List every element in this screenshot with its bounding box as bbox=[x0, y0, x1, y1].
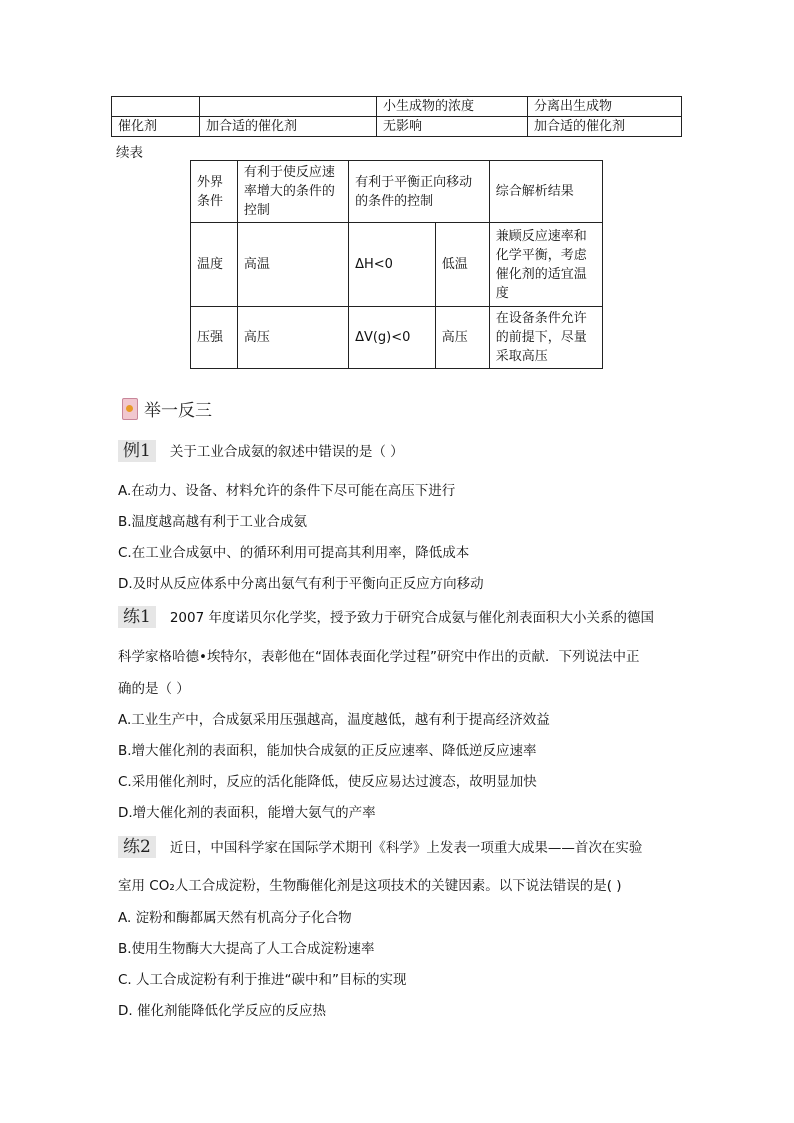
practice-tag: 练2 bbox=[118, 836, 156, 858]
table-cell bbox=[200, 97, 377, 117]
result-cell: 兼顾反应速率和化学平衡，考虑催化剂的适宜温度 bbox=[489, 223, 602, 307]
option-c: C. 人工合成淀粉有利于推进“碳中和”目标的实现 bbox=[118, 972, 407, 988]
eq-control-cell: 低温 bbox=[435, 223, 489, 307]
header-cell: 综合解析结果 bbox=[489, 161, 602, 223]
option-d: D.及时从反应体系中分离出氨气有利于平衡向正反应方向移动 bbox=[118, 576, 484, 592]
table-cell: 小生成物的浓度 bbox=[377, 97, 528, 117]
table-cell: 加合适的催化剂 bbox=[200, 117, 377, 137]
option-b: B.增大催化剂的表面积，能加快合成氨的正反应速率、降低逆反应速率 bbox=[118, 743, 537, 759]
practice1-question-line1 bbox=[118, 606, 654, 628]
example-tag: 例1 bbox=[118, 440, 156, 462]
section-heading bbox=[122, 396, 212, 421]
table-header-row bbox=[191, 161, 603, 223]
book-icon bbox=[122, 398, 138, 420]
table-row bbox=[112, 97, 682, 117]
table-cell: 分离出生成物 bbox=[528, 97, 682, 117]
eq-condition-cell: ΔH<0 bbox=[349, 223, 436, 307]
continued-label: 续表 bbox=[116, 145, 143, 161]
practice2-question-line1 bbox=[118, 836, 642, 858]
option-a: A.工业生产中，合成氨采用压强越高，温度越低，越有利于提高经济效益 bbox=[118, 712, 550, 728]
option-a: A. 淀粉和酶都属天然有机高分子化合物 bbox=[118, 910, 352, 926]
header-cell: 有利于使反应速率增大的条件的控制 bbox=[237, 161, 348, 223]
question-text: 近日，中国科学家在国际学术期刊《科学》上发表一项重大成果——首次在实验 bbox=[169, 840, 643, 856]
section-title: 举一反三 bbox=[144, 401, 212, 421]
rate-cell: 高温 bbox=[237, 223, 348, 307]
header-cell: 有利于平衡正向移动的条件的控制 bbox=[349, 161, 490, 223]
option-c: C.在工业合成氨中、的循环利用可提高其利用率，降低成本 bbox=[118, 545, 470, 561]
table-row bbox=[112, 117, 682, 137]
rate-cell: 高压 bbox=[237, 307, 348, 369]
practice2-question-line2: 室用 CO₂人工合成淀粉，生物酶催化剂是这项技术的关键因素。以下说法错误的是( ) bbox=[118, 878, 622, 894]
eq-condition-cell: ΔV(g)<0 bbox=[349, 307, 436, 369]
example1-question bbox=[118, 440, 404, 462]
option-a: A.在动力、设备、材料允许的条件下尽可能在高压下进行 bbox=[118, 483, 456, 499]
result-cell: 在设备条件允许的前提下，尽量采取高压 bbox=[489, 307, 602, 369]
option-b: B.温度越高越有利于工业合成氨 bbox=[118, 514, 308, 530]
header-cell: 外界条件 bbox=[191, 161, 238, 223]
table-row bbox=[191, 223, 603, 307]
table-cell: 无影响 bbox=[377, 117, 528, 137]
factor-cell: 温度 bbox=[191, 223, 238, 307]
question-text: 关于工业合成氨的叙述中错误的是（ ） bbox=[169, 444, 404, 460]
table-cell: 催化剂 bbox=[112, 117, 200, 137]
table-cell: 加合适的催化剂 bbox=[528, 117, 682, 137]
eq-control-cell: 高压 bbox=[435, 307, 489, 369]
table-row bbox=[191, 307, 603, 369]
top-table bbox=[111, 96, 682, 137]
option-c: C.采用催化剂时，反应的活化能降低，使反应易达过渡态，故明显加快 bbox=[118, 774, 537, 790]
practice-tag: 练1 bbox=[118, 606, 156, 628]
practice1-question-line3: 确的是（ ） bbox=[118, 681, 190, 697]
factor-cell: 压强 bbox=[191, 307, 238, 369]
option-d: D. 催化剂能降低化学反应的反应热 bbox=[118, 1003, 326, 1019]
practice1-question-line2: 科学家格哈德•埃特尔，表彰他在“固体表面化学过程”研究中作出的贡献．下列说法中正 bbox=[118, 649, 640, 665]
table-cell bbox=[112, 97, 200, 117]
option-d: D.增大催化剂的表面积，能增大氨气的产率 bbox=[118, 805, 376, 821]
question-text: 2007 年度诺贝尔化学奖，授予致力于研究合成氨与催化剂表面积大小关系的德国 bbox=[169, 610, 654, 626]
option-b: B.使用生物酶大大提高了人工合成淀粉速率 bbox=[118, 941, 375, 957]
conditions-table bbox=[190, 160, 603, 369]
